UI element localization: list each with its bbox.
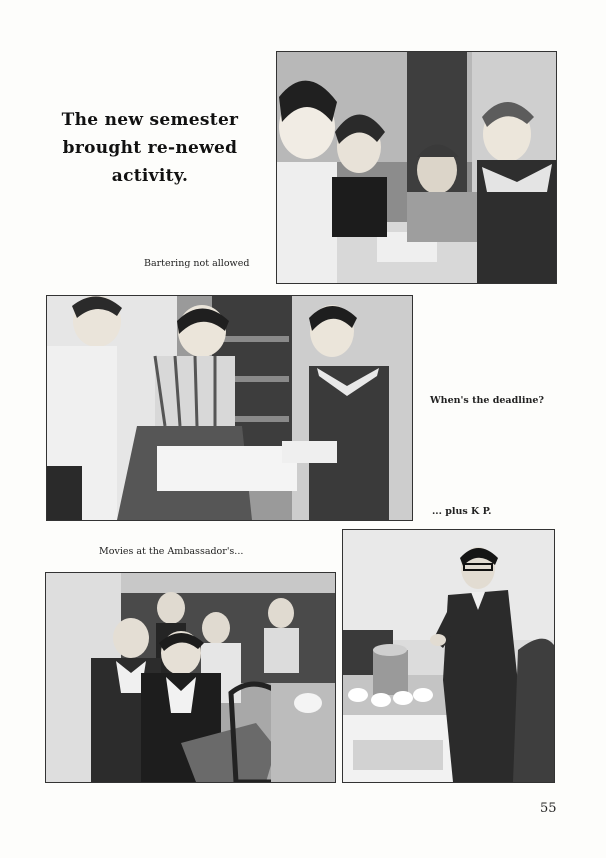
headline-line-3: activity. (111, 166, 189, 186)
page-headline (40, 106, 260, 190)
page-number: 55 (540, 801, 557, 816)
photo-deadline (46, 295, 413, 521)
photo-movies (45, 572, 336, 783)
caption-deadline: When's the deadline? (430, 395, 544, 406)
photo-kp (342, 529, 555, 783)
headline-line-1: The new semester (61, 110, 239, 130)
photo-bartering (276, 51, 557, 284)
headline-line-2: brought re-newed (62, 138, 238, 158)
caption-bartering: Bartering not allowed (144, 258, 250, 269)
caption-movies: Movies at the Ambassador's... (99, 546, 244, 557)
caption-kp: ... plus K P. (432, 506, 492, 517)
